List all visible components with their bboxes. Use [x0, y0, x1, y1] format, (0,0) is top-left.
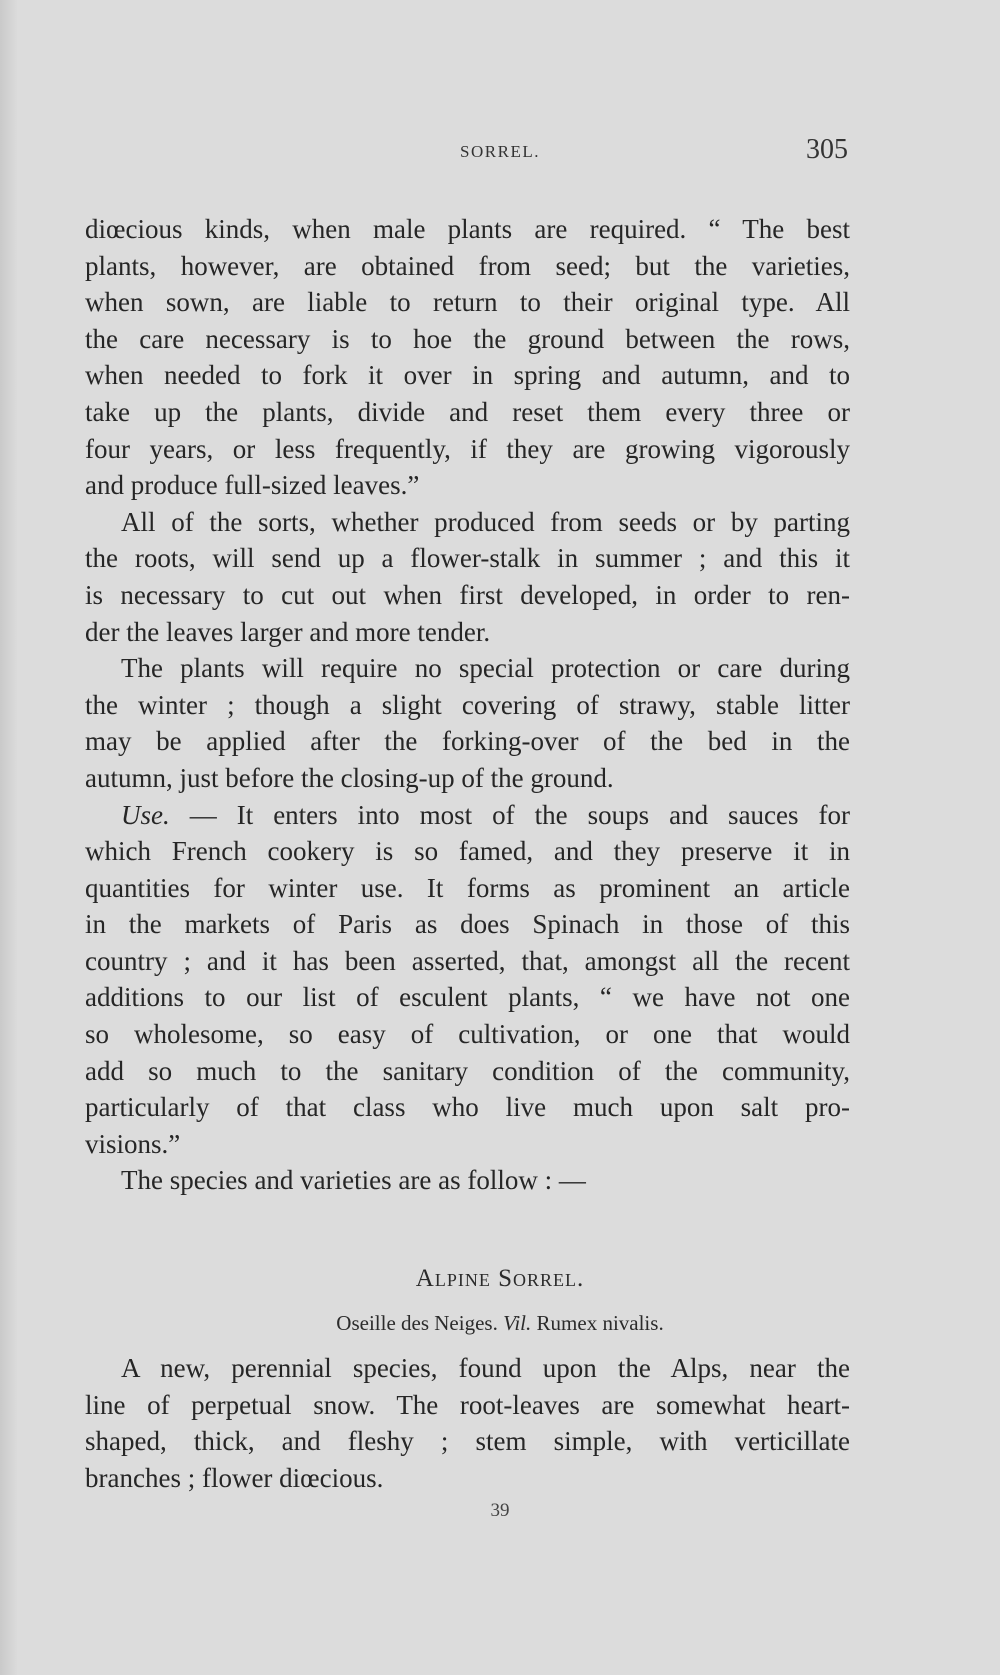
text-line: when sown, are liable to return to their original type. All — [85, 287, 850, 318]
text-line: country ; and it has been asserted, that, amongst all the recent — [85, 945, 850, 976]
use-text: — It enters into most of the soups and sauces for — [169, 799, 850, 830]
synonym-abbrev: Vil. — [503, 1311, 532, 1335]
signature-mark: 39 — [490, 1500, 510, 1521]
page-edge-shadow — [0, 0, 18, 1675]
text-line: The plants will require no special protection or care during — [121, 653, 850, 684]
running-title: SORREL. — [460, 142, 540, 161]
text-line: the care necessary is to hoe the ground between the rows, — [85, 323, 850, 354]
text-line: shaped, thick, and fleshy ; stem simple, with verticillate — [85, 1426, 850, 1457]
synonym-french: Oseille des Neiges. — [336, 1311, 498, 1335]
text-line: may be applied after the forking-over of the bed in the — [85, 726, 850, 757]
text-line: the winter ; though a slight covering of strawy, stable litter — [85, 689, 850, 720]
text-line: add so much to the sanitary condition of the community, — [85, 1055, 850, 1086]
text-line: in the markets of Paris as does Spinach in those of this — [85, 909, 850, 940]
body-text-2 — [85, 1350, 850, 1496]
text-line: additions to our list of esculent plants, “ we have not one — [85, 982, 850, 1013]
text-line: the roots, will send up a flower-stalk in summer ; and this it — [85, 543, 850, 574]
text-line: branches ; flower diœcious. — [85, 1462, 384, 1493]
text-line-use — [85, 797, 850, 834]
synonym-latin: Rumex nivalis. — [536, 1311, 664, 1335]
text-line: diœcious kinds, when male plants are required. “ The best — [85, 214, 850, 244]
text-line: when needed to fork it over in spring and autumn, and to — [85, 360, 850, 391]
synonym-line — [0, 1311, 1000, 1336]
text-line: line of perpetual snow. The root-leaves are somewhat heart- — [85, 1389, 850, 1420]
text-line: is necessary to cut out when first developed, in order to ren- — [85, 579, 850, 610]
text-line: autumn, just before the closing-up of the ground. — [85, 762, 614, 793]
page-number: 305 — [806, 134, 848, 165]
text-line: plants, however, are obtained from seed; but the varieties, — [85, 250, 850, 281]
text-line: A new, perennial species, found upon the Alps, near the — [121, 1353, 850, 1383]
text-line: particularly of that class who live much upon salt pro- — [85, 1092, 850, 1123]
use-label: Use. — [121, 799, 170, 830]
text-line: four years, or less frequently, if they are growing vigorously — [85, 433, 850, 464]
text-line: which French cookery is so famed, and they preserve it in — [85, 836, 850, 867]
text-line: quantities for winter use. It forms as prominent an article — [85, 872, 850, 903]
text-line: visions.” — [85, 1128, 181, 1159]
text-line: take up the plants, divide and reset them every three or — [85, 396, 850, 427]
text-line: and produce full-sized leaves.” — [85, 470, 420, 501]
text-line: The species and varieties are as follow : — — [121, 1165, 586, 1196]
text-line: All of the sorts, whether produced from seeds or by parting — [121, 506, 850, 537]
section-title: Alpine Sorrel. — [415, 1265, 585, 1292]
text-line: so wholesome, so easy of cultivation, or one that would — [85, 1019, 850, 1050]
body-text — [85, 211, 850, 1199]
text-line: der the leaves larger and more tender. — [85, 616, 491, 647]
